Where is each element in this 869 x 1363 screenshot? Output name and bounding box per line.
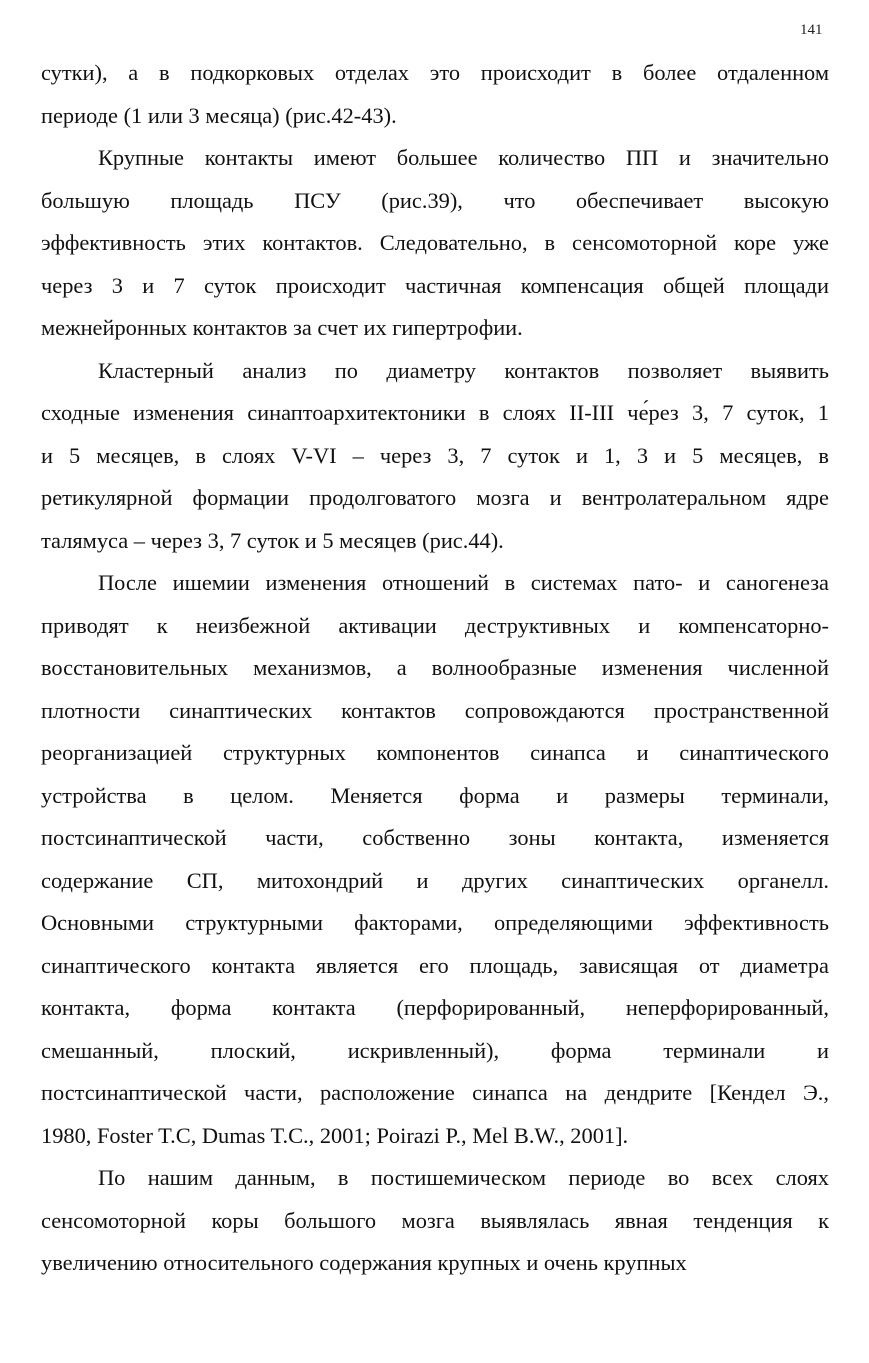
text-line: постсинаптической части, расположение синапса на дендрите [Кендел Э., — [41, 1080, 829, 1105]
text-line: восстановительных механизмов, а волнообразные изменения численной — [41, 655, 829, 680]
text-line: периоде (1 или 3 месяца) (рис.42-43). — [41, 102, 397, 128]
text-line: плотности синаптических контактов сопровождаются пространственной — [41, 697, 829, 723]
text-line: межнейронных контактов за счет их гипертрофии. — [41, 315, 523, 340]
text-line: и 5 месяцев, в слоях V-VI – через 3, 7 суток и 1, 3 и 5 месяцев, в — [41, 442, 829, 468]
text-line: увеличению относительного содержания крупных и очень крупных — [41, 1250, 687, 1275]
text-line: приводят к неизбежной активации деструктивных и компенсаторно- — [41, 612, 829, 638]
text-line: реорганизацией структурных компонентов синапса и синаптического — [41, 740, 829, 765]
text-line: 1980, Foster T.C, Dumas T.C., 2001; Poirazi P., Mel B.W., 2001]. — [41, 1122, 629, 1148]
text-line: большую площадь ПСУ (рис.39), что обеспечивает высокую — [41, 187, 829, 213]
paragraph-first-line: После ишемии изменения отношений в системах пато- и саногенеза — [98, 570, 829, 595]
text-line: контакта, форма контакта (перфорированный, неперфорированный, — [41, 995, 829, 1020]
text-line: сутки), а в подкорковых отделах это происходит в более отдаленном — [41, 60, 829, 85]
text-line: постсинаптической части, собственно зоны контакта, изменяется — [41, 825, 829, 850]
paragraph-first-line: Кластерный анализ по диаметру контактов позволяет выявить — [98, 357, 829, 383]
text-line: талямуса – через 3, 7 суток и 5 месяцев (рис.44). — [41, 527, 504, 553]
text-line: содержание СП, митохондрий и других синаптических органелл. — [41, 867, 829, 893]
paragraph-first-line: Крупные контакты имеют большее количество ПП и значительно — [98, 145, 829, 170]
text-line: через 3 и 7 суток происходит частичная компенсация общей площади — [41, 272, 829, 298]
text-line: синаптического контакта является его площадь, зависящая от диаметра — [41, 952, 829, 978]
text-line: устройства в целом. Меняется форма и размеры терминали, — [41, 782, 829, 808]
text-line: эффективность этих контактов. Следовательно, в сенсомоторной коре уже — [41, 230, 829, 255]
paragraph-first-line: По нашим данным, в постишемическом периоде во всех слоях — [98, 1165, 829, 1190]
page-number: 141 — [800, 22, 823, 38]
text-line: Основными структурными факторами, определяющими эффективность — [41, 910, 829, 935]
text-line: сенсомоторной коры большого мозга выявлялась явная тенденция к — [41, 1207, 829, 1233]
text-line: сходные изменения синаптоархитектоники в слоях II-III че́рез 3, 7 суток, 1 — [41, 400, 829, 425]
text-line: смешанный, плоский, искривленный), форма терминали и — [41, 1037, 829, 1063]
body-text — [41, 52, 829, 1285]
text-line: ретикулярной формации продолговатого мозга и вентролатеральном ядре — [41, 485, 829, 510]
